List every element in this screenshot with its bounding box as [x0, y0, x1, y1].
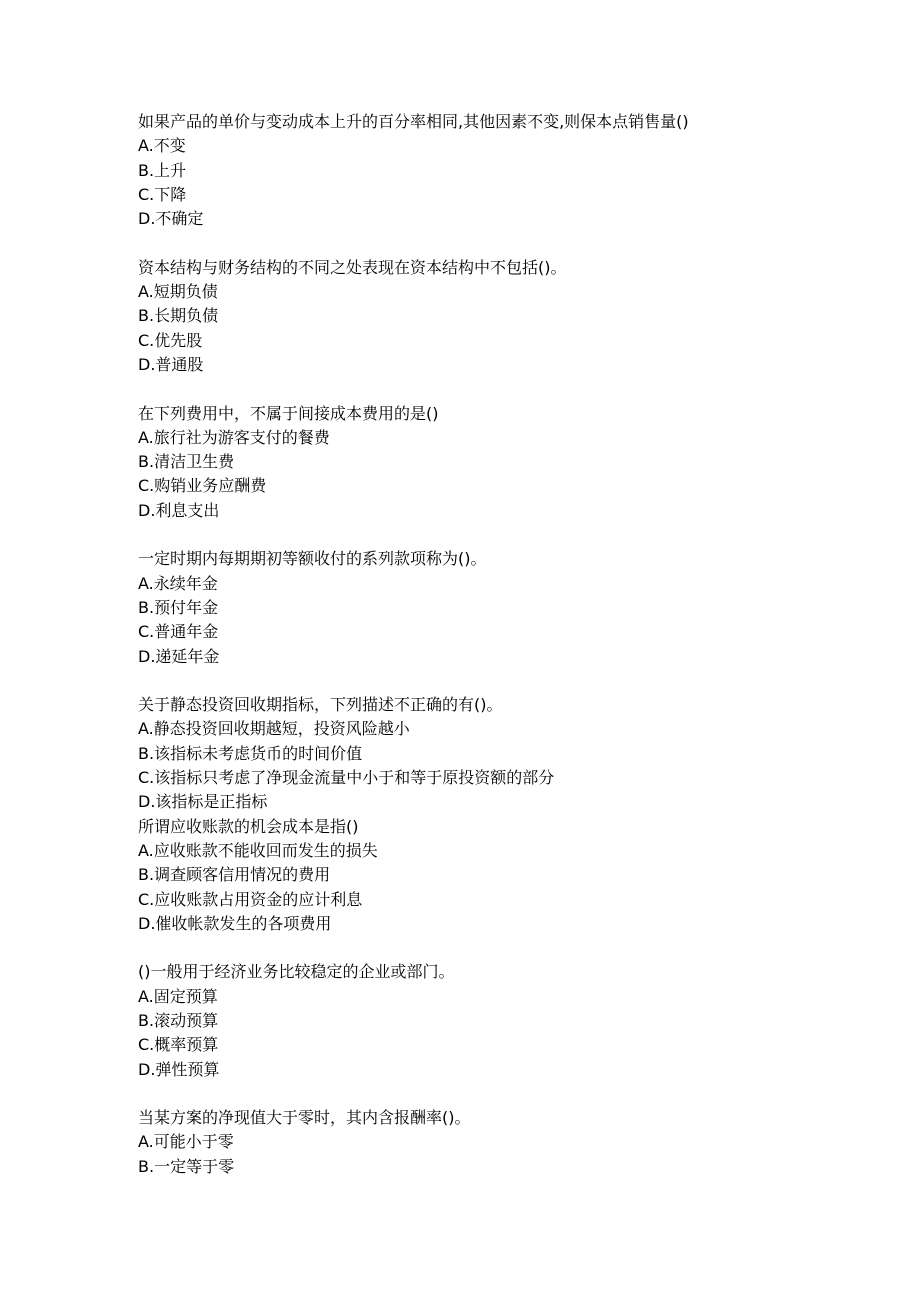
- document-page: [138, 110, 838, 1179]
- option-a: A.固定预算: [138, 986, 218, 1006]
- question-stem: 关于静态投资回收期指标，下列描述不正确的有()。: [138, 695, 503, 715]
- question-1: [138, 110, 838, 231]
- option-b: B.清洁卫生费: [138, 452, 235, 472]
- option-a: A.旅行社为游客支付的餐费: [138, 427, 330, 447]
- option-c: C.该指标只考虑了净现金流量中小于和等于原投资额的部分: [138, 768, 555, 788]
- question-stem: 所谓应收账款的机会成本是指(): [138, 816, 359, 836]
- option-c: C.概率预算: [138, 1035, 219, 1055]
- option-a: A.静态投资回收期越短，投资风险越小: [138, 719, 410, 739]
- question-6: [138, 815, 838, 936]
- option-d: D.不确定: [138, 209, 204, 229]
- question-stem: 当某方案的净现值大于零时，其内含报酬率()。: [138, 1108, 471, 1128]
- option-c: C.优先股: [138, 330, 203, 350]
- option-a: A.短期负债: [138, 282, 218, 302]
- option-d: D.该指标是正指标: [138, 792, 268, 812]
- option-b: B.上升: [138, 160, 187, 180]
- question-3: [138, 402, 838, 523]
- option-a: A.不变: [138, 136, 186, 156]
- question-4: [138, 547, 838, 668]
- option-d: D.催收帐款发生的各项费用: [138, 913, 332, 933]
- question-stem: 资本结构与财务结构的不同之处表现在资本结构中不包括()。: [138, 257, 567, 277]
- question-8: [138, 1106, 838, 1179]
- question-7: [138, 960, 838, 1081]
- option-c: C.下降: [138, 184, 187, 204]
- option-d: D.递延年金: [138, 646, 220, 666]
- option-b: B.调查顾客信用情况的费用: [138, 865, 331, 885]
- question-spacer: [138, 377, 838, 401]
- option-d: D.利息支出: [138, 500, 220, 520]
- option-b: B.滚动预算: [138, 1010, 219, 1030]
- question-5: [138, 693, 838, 814]
- option-b: B.长期负债: [138, 306, 219, 326]
- option-b: B.该指标未考虑货币的时间价值: [138, 743, 363, 763]
- option-b: B.预付年金: [138, 597, 219, 617]
- question-spacer: [138, 231, 838, 255]
- option-a: A.永续年金: [138, 573, 218, 593]
- option-c: C.应收账款占用资金的应计利息: [138, 889, 363, 909]
- option-d: D.普通股: [138, 354, 204, 374]
- option-c: C.普通年金: [138, 622, 219, 642]
- question-spacer: [138, 936, 838, 960]
- option-b: B.一定等于零: [138, 1156, 235, 1176]
- question-stem: 在下列费用中，不属于间接成本费用的是(): [138, 403, 439, 423]
- option-a: A.应收账款不能收回而发生的损失: [138, 840, 378, 860]
- question-spacer: [138, 669, 838, 693]
- question-stem: 如果产品的单价与变动成本上升的百分率相同,其他因素不变,则保本点销售量(): [138, 112, 689, 131]
- question-stem: 一定时期内每期期初等额收付的系列款项称为()。: [138, 549, 487, 569]
- option-c: C.购销业务应酬费: [138, 476, 267, 496]
- option-d: D.弹性预算: [138, 1059, 220, 1079]
- option-a: A.可能小于零: [138, 1132, 234, 1152]
- question-spacer: [138, 1082, 838, 1106]
- question-spacer: [138, 523, 838, 547]
- question-stem: ()一般用于经济业务比较稳定的企业或部门。: [138, 962, 455, 982]
- question-2: [138, 256, 838, 377]
